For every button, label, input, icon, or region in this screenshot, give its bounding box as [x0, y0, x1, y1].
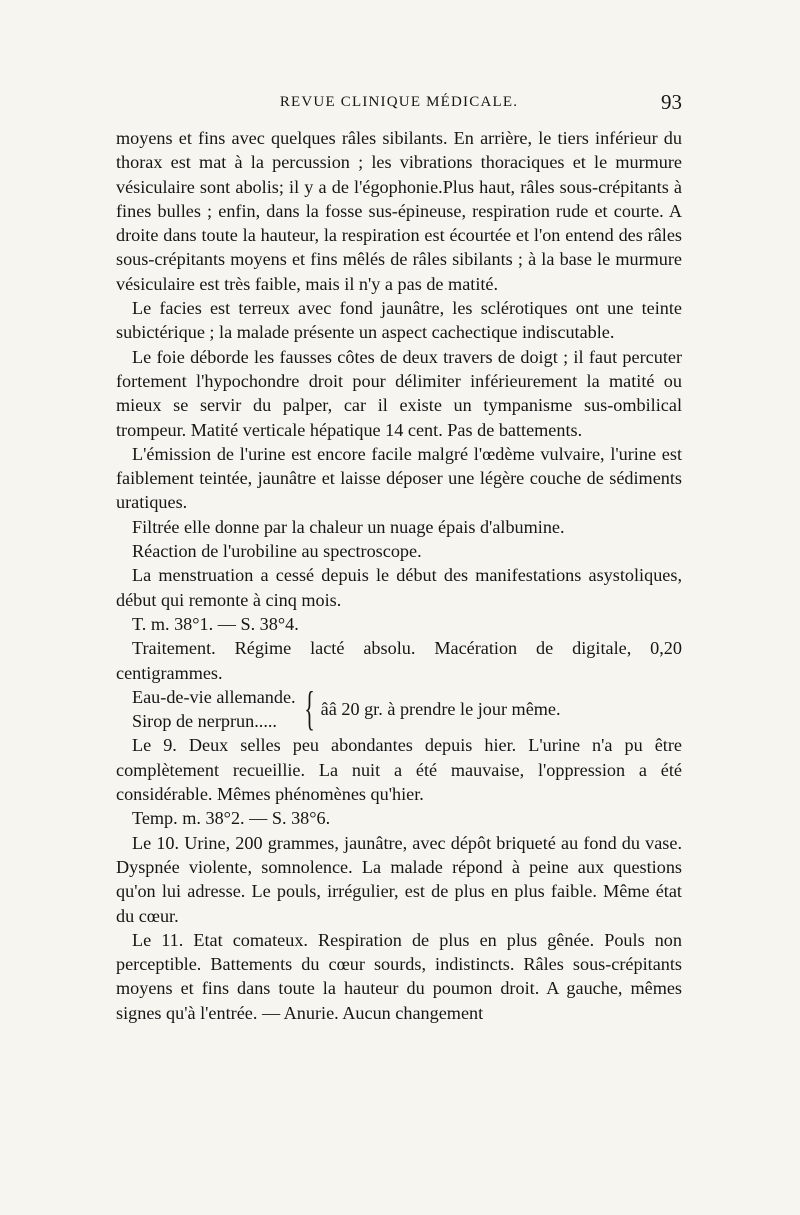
- body-text: [116, 126, 682, 1025]
- paragraph-le-9: Le 9. Deux selles peu abondantes depuis hier. L'urine n'a pu être complètement recueillie. La nuit a été mauvaise, l'oppression a été considérable. Mêmes phénomènes qu'hier.: [116, 735, 682, 805]
- prescription-dose: ââ 20 gr. à prendre le jour même.: [320, 698, 561, 719]
- paragraph-albumine: Filtrée elle donne par la chaleur un nuage épais d'albumine.: [132, 516, 565, 537]
- running-title: REVUE CLINIQUE MÉDICALE.: [279, 94, 519, 110]
- paragraph-menstruation: La menstruation a cessé depuis le début des manifestations asystoliques, début qui remonte à cinq mois.: [116, 565, 682, 610]
- paragraph-urine: L'émission de l'urine est encore facile malgré l'œdème vulvaire, l'urine est faiblement teintée, jaunâtre et laisse déposer une légère couche de sédiments uratiques.: [116, 443, 682, 513]
- brace-symbol: {: [303, 682, 315, 736]
- paragraph-temperature-2: Temp. m. 38°2. — S. 38°6.: [132, 808, 331, 829]
- paragraph-le-10: Le 10. Urine, 200 grammes, jaunâtre, avec dépôt briqueté au fond du vase. Dyspnée violente, somnolence. La malade répond à peine aux questions qu'on lui adresse. Le pouls, irrégulier, est de plus en plus faible. Même état du cœur.: [116, 832, 682, 926]
- paragraph-temperature-1: T. m. 38°1. — S. 38°4.: [132, 613, 299, 634]
- page-header: [116, 90, 682, 120]
- prescription-item: Eau-de-vie allemande.: [132, 686, 296, 707]
- paragraph-continuation: moyens et fins avec quelques râles sibilants. En arrière, le tiers inférieur du thorax est mat à la percussion ; les vibrations thoraciques et le murmure vésiculaire sont abolis; il y a de l'égophonie.Plus haut, râles sous-crépitants à fines bulles ; enfin, dans la fosse sus-épineuse, respiration rude et courte. A droite dans toute la hauteur, la respiration est écourtée et l'on entend des râles sous-crépitants moyens et fins mêlés de râles sibilants ; à la base le murmure vésiculaire est très faible, mais il n'y a pas de matité.: [116, 128, 682, 294]
- paragraph-urobiline: Réaction de l'urobiline au spectroscope.: [132, 541, 422, 562]
- paragraph-traitement: Traitement. Régime lacté absolu. Macération de digitale, 0,20 centigrammes.: [116, 638, 682, 683]
- paragraph-le-11: Le 11. Etat comateux. Respiration de plus en plus gênée. Pouls non perceptible. Battements du cœur sourds, indistincts. Râles sous-crépitants moyens et fins dans toute la hauteur du poumon droit. A gauche, mêmes signes qu'à l'entrée. — Anurie. Aucun changement: [116, 929, 682, 1023]
- prescription-item: Sirop de nerprun.....: [132, 711, 277, 732]
- paragraph-foie: Le foie déborde les fausses côtes de deux travers de doigt ; il faut percuter fortement l'hypochondre droit pour délimiter inférieurement la matité ou mieux se servir du palper, car il existe un tympanisme sus-ombilical trompeur. Matité verticale hépatique 14 cent. Pas de battements.: [116, 346, 682, 440]
- paragraph-facies: Le facies est terreux avec fond jaunâtre, les sclérotiques ont une teinte subictérique ; la malade présente un aspect cachectique indiscutable.: [116, 298, 682, 343]
- page-number: 93: [661, 90, 682, 114]
- prescription-block: [116, 682, 682, 736]
- prescription-items: [116, 685, 296, 734]
